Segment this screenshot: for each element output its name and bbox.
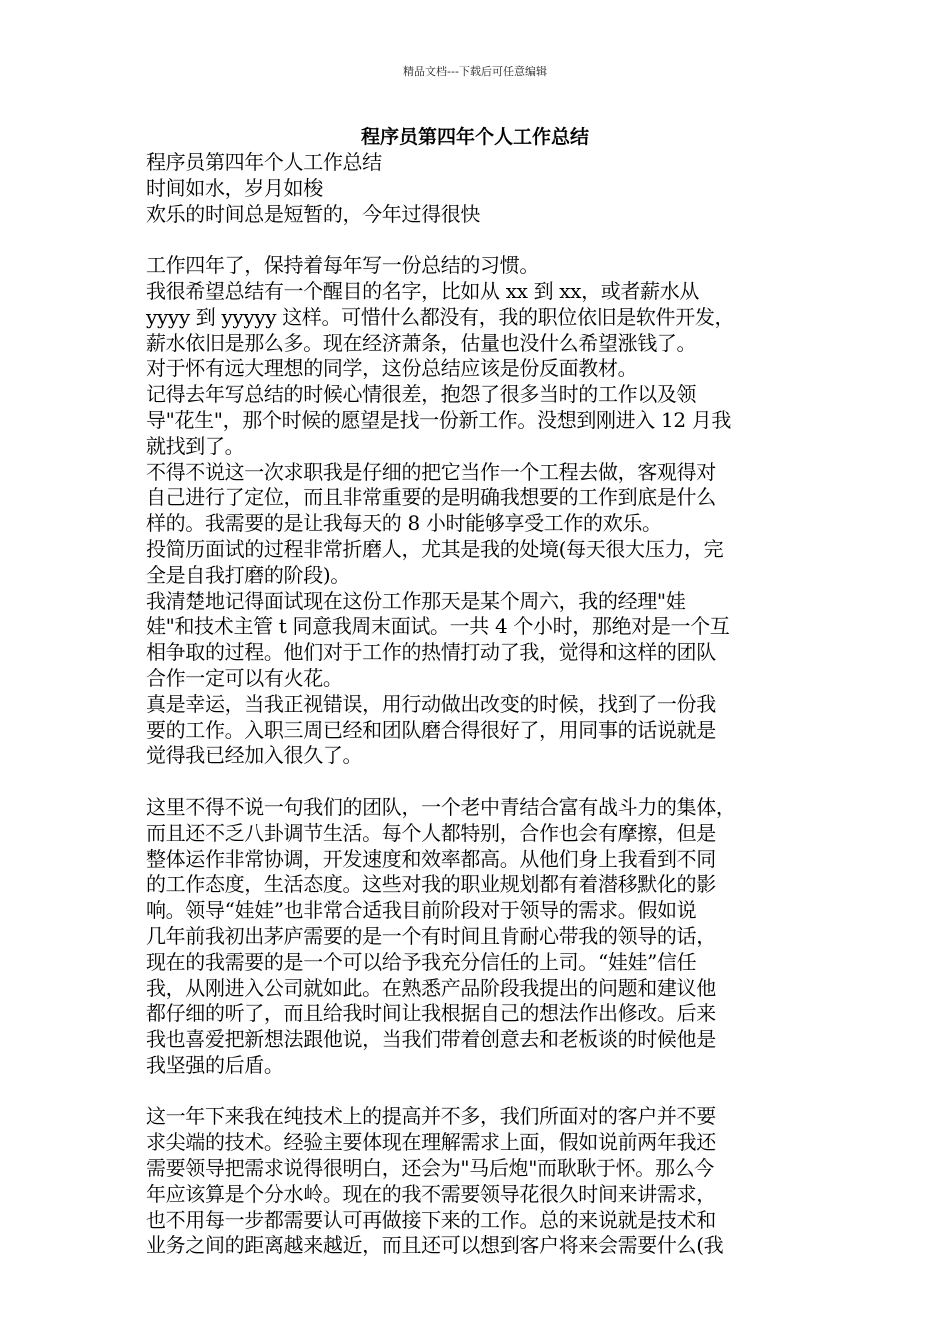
text-line: 欢乐的时间总是短暂的，今年过得很快 xyxy=(146,201,481,226)
text-line: 程序员第四年个人工作总结 xyxy=(146,150,382,174)
paragraph xyxy=(146,202,808,228)
paragraph xyxy=(146,1104,808,1259)
page-header: 精品文档---下载后可任意编辑 xyxy=(403,65,547,78)
blank-line xyxy=(146,769,808,795)
document-title: 程序员第四年个人工作总结 xyxy=(360,126,589,148)
text-line: 响。领导“娃娃”也非常合适我目前阶段对于领导的需求。假如说 xyxy=(146,898,697,923)
paragraph xyxy=(146,176,808,202)
text-line: 这一年下来我在纯技术上的提高并不多，我们所面对的客户并不要 xyxy=(146,1104,716,1129)
text-line: 整体运作非常协调，开发速度和效率都高。从他们身上我看到不同 xyxy=(146,846,716,871)
text-line: 相争取的过程。他们对于工作的热情打动了我，觉得和这样的团队 xyxy=(146,640,716,665)
text-line: 也不用每一步都需要认可再做接下来的工作。总的来说就是技术和 xyxy=(146,1207,716,1232)
text-line: 业务之间的距离越来越近，而且还可以想到客户将来会需要什么(我 xyxy=(146,1233,724,1258)
paragraph xyxy=(146,253,808,279)
text-line: 不得不说这一次求职我是仔细的把它当作一个工程去做，客观得对 xyxy=(146,459,716,484)
text-line: 我也喜爱把新想法跟他说，当我们带着创意去和老板谈的时候他是 xyxy=(146,1027,716,1052)
text-line: 这里不得不说一句我们的团队，一个老中青结合富有战斗力的集体， xyxy=(146,794,736,819)
paragraph xyxy=(146,537,808,589)
text-line: 时间如水，岁月如梭 xyxy=(146,175,323,200)
blank-line xyxy=(146,227,808,253)
text-line: yyyy 到 yyyyy 这样。可惜什么都没有，我的职位依旧是软件开发， xyxy=(146,304,735,329)
text-line: 就找到了。 xyxy=(146,433,245,458)
text-line: 而且还不乏八卦调节生活。每个人都特别，合作也会有摩擦，但是 xyxy=(146,820,716,845)
text-line: 对于怀有远大理想的同学，这份总结应该是份反面教材。 xyxy=(146,356,638,381)
text-line: 薪水依旧是那么多。现在经济萧条，估量也没什么希望涨钱了。 xyxy=(146,330,697,355)
paragraph xyxy=(146,460,808,537)
paragraph xyxy=(146,795,808,1079)
text-line: 工作四年了，保持着每年写一份总结的习惯。 xyxy=(146,253,539,278)
text-line: 样的。我需要的是让我每天的 8 小时能够享受工作的欢乐。 xyxy=(146,511,662,536)
text-line: 觉得我已经加入很久了。 xyxy=(146,743,363,768)
text-line: 我，从刚进入公司就如此。在熟悉产品阶段我提出的问题和建议他 xyxy=(146,975,716,1000)
text-line: 我很希望总结有一个醒目的名字，比如从 xx 到 xx，或者薪水从 xyxy=(146,278,699,303)
paragraph xyxy=(146,382,808,459)
text-line: 记得去年写总结的时候心情很差，抱怨了很多当时的工作以及领 xyxy=(146,382,697,407)
text-line: 的工作态度，生活态度。这些对我的职业规划都有着潜移默化的影 xyxy=(146,872,716,897)
paragraph xyxy=(146,589,808,692)
text-line: 自己进行了定位，而且非常重要的是明确我想要的工作到底是什么 xyxy=(146,485,716,510)
paragraph xyxy=(146,356,808,382)
paragraph xyxy=(146,279,808,356)
text-line: 全是自我打磨的阶段)。 xyxy=(146,562,350,587)
paragraph xyxy=(146,692,808,769)
text-line: 投简历面试的过程非常折磨人，尤其是我的处境(每天很大压力，完 xyxy=(146,536,724,561)
text-line: 导"花生"，那个时候的愿望是找一份新工作。没想到刚进入 12 月我 xyxy=(146,407,732,432)
text-line: 求尖端的技术。经验主要体现在理解需求上面，假如说前两年我还 xyxy=(146,1130,716,1155)
blank-line xyxy=(146,1079,808,1105)
text-line: 几年前我初出茅庐需要的是一个有时间且肯耐心带我的领导的话， xyxy=(146,923,716,948)
text-line: 合作一定可以有火花。 xyxy=(146,665,343,690)
text-line: 都仔细的听了，而且给我时间让我根据自己的想法作出修改。后来 xyxy=(146,1001,716,1026)
document-body xyxy=(146,150,808,1259)
text-line: 我清楚地记得面试现在这份工作那天是某个周六，我的经理"娃 xyxy=(146,588,686,613)
text-line: 需要领导把需求说得很明白，还会为"马后炮"而耿耿于怀。那么今 xyxy=(146,1156,714,1181)
text-line: 我坚强的后盾。 xyxy=(146,1052,284,1077)
paragraph xyxy=(146,150,808,176)
text-line: 年应该算是个分水岭。现在的我不需要领导花很久时间来讲需求， xyxy=(146,1181,716,1206)
text-line: 要的工作。入职三周已经和团队磨合得很好了，用同事的话说就是 xyxy=(146,717,716,742)
text-line: 真是幸运，当我正视错误，用行动做出改变的时候，找到了一份我 xyxy=(146,691,716,716)
text-line: 现在的我需要的是一个可以给予我充分信任的上司。“娃娃”信任 xyxy=(146,949,697,974)
text-line: 娃"和技术主管 t 同意我周末面试。一共 4 个小时，那绝对是一个互 xyxy=(146,614,730,639)
